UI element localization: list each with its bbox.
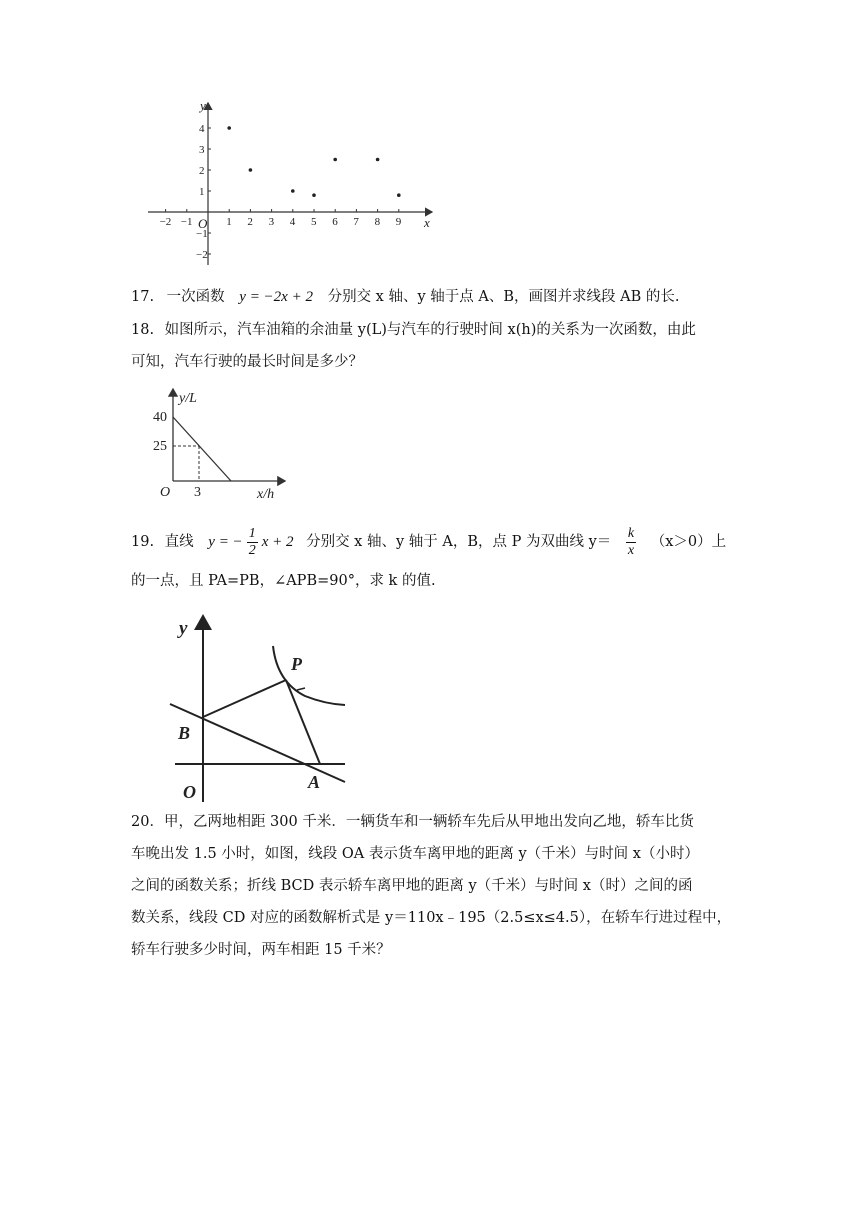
segment-pa xyxy=(286,680,320,764)
y-axis-label: y xyxy=(200,98,206,113)
data-point xyxy=(397,193,401,197)
label-b: B xyxy=(178,723,191,743)
x-tick-label: 2 xyxy=(247,216,253,228)
data-point xyxy=(376,158,380,162)
question-20-line2: 车晚出发 1.5 小时，如图，线段 OA 表示货车离甲地的距离 y（千米）与时间 x（小时） xyxy=(131,846,699,862)
geometry-figure xyxy=(165,612,355,804)
y-tick-40: 40 xyxy=(153,410,167,425)
x-tick-label: 9 xyxy=(395,216,402,228)
origin-label: O xyxy=(160,485,171,500)
question-19-line1 xyxy=(131,524,726,560)
question-18-line2: 可知，汽车行驶的最长时间是多少？ xyxy=(131,354,363,370)
x-tick-label: −1 xyxy=(180,216,193,228)
fraction-one-half xyxy=(247,526,258,559)
y-tick-label: −2 xyxy=(196,249,208,261)
scatter-figure xyxy=(140,95,450,275)
y-axis-label: y/L xyxy=(179,391,197,406)
line-ab xyxy=(170,704,345,782)
y-tick-label: −1 xyxy=(196,228,208,240)
x-tick-label: 4 xyxy=(289,216,296,228)
y-tick-label: 3 xyxy=(199,144,205,156)
hyperbola-curve xyxy=(273,646,345,705)
y-tick-25: 25 xyxy=(153,439,167,454)
x-tick-label: 3 xyxy=(268,216,275,228)
x-tick-label: 1 xyxy=(226,216,232,228)
x-axis-label: x/h xyxy=(257,487,275,502)
data-point xyxy=(249,168,253,172)
question-17 xyxy=(131,286,679,308)
x-tick-label: −2 xyxy=(159,216,172,228)
question-20-line5: 轿车行驶多少时间，两车相距 15 千米？ xyxy=(131,942,391,958)
data-point xyxy=(312,193,316,197)
x-tick-3: 3 xyxy=(194,485,201,500)
question-20-line4: 数关系，线段 CD 对应的函数解析式是 y＝110x﹣195（2.5≤x≤4.5），在轿车行进过程中， xyxy=(131,910,732,926)
y-tick-label: 1 xyxy=(199,186,205,198)
x-tick-label: 7 xyxy=(353,216,359,228)
data-point xyxy=(333,158,337,162)
x-axis-label: x xyxy=(424,215,430,230)
question-text: 一次函数 xyxy=(166,289,225,305)
fraction-k-over-x xyxy=(626,526,636,559)
question-number: 17. xyxy=(131,289,155,305)
segment-bp xyxy=(203,680,286,717)
formula-rhs: x + 2 xyxy=(261,534,294,550)
data-point xyxy=(291,189,295,193)
fraction-denominator: 2 xyxy=(248,542,256,558)
question-18-line1 xyxy=(131,319,696,341)
question-text: 分别交 x 轴、y 轴于 A，B，点 P 为双曲线 y＝ xyxy=(306,534,612,550)
question-number: 19. xyxy=(131,534,155,550)
formula: y = −2x + 2 xyxy=(239,289,313,305)
x-tick-label: 5 xyxy=(311,216,317,228)
label-p: P xyxy=(291,654,302,674)
question-number: 18. xyxy=(131,322,155,338)
fraction-numerator: 1 xyxy=(248,525,256,541)
fuel-line xyxy=(173,417,231,481)
right-angle-mark xyxy=(297,688,305,690)
label-a: A xyxy=(308,772,321,792)
question-20-line1: 20．甲，乙两地相距 300 千米．一辆货车和一辆轿车先后从甲地出发向乙地，轿车比货 xyxy=(131,814,694,830)
formula-lhs: y = − xyxy=(208,534,243,550)
y-tick-label: 4 xyxy=(199,123,205,135)
question-text: 分别交 x 轴、y 轴于点 A、B，画图并求线段 AB 的长. xyxy=(327,289,680,305)
data-point xyxy=(227,126,231,130)
question-text: 如图所示，汽车油箱的余油量 y(L)与汽车的行驶时间 x(h)的关系为一次函数，由此 xyxy=(164,322,696,338)
y-axis-label: y xyxy=(179,618,188,639)
y-tick-label: 2 xyxy=(199,165,205,177)
label-o: O xyxy=(183,782,196,802)
x-tick-label: 8 xyxy=(374,216,381,228)
origin-label: O xyxy=(198,216,208,231)
fuel-graph-figure xyxy=(145,384,295,502)
question-text: （x＞0）上 xyxy=(650,534,727,550)
fraction-numerator: k xyxy=(627,525,635,541)
x-tick-label: 6 xyxy=(332,216,338,228)
fraction-denominator: x xyxy=(627,542,635,558)
question-19-line2: 的一点，且 PA=PB，∠APB=90°，求 k 的值. xyxy=(131,573,436,589)
question-20-line3: 之间的函数关系；折线 BCD 表示轿车离甲地的距离 y（千米）与时间 x（时）之间的函 xyxy=(131,878,693,894)
question-text: 直线 xyxy=(164,534,194,550)
